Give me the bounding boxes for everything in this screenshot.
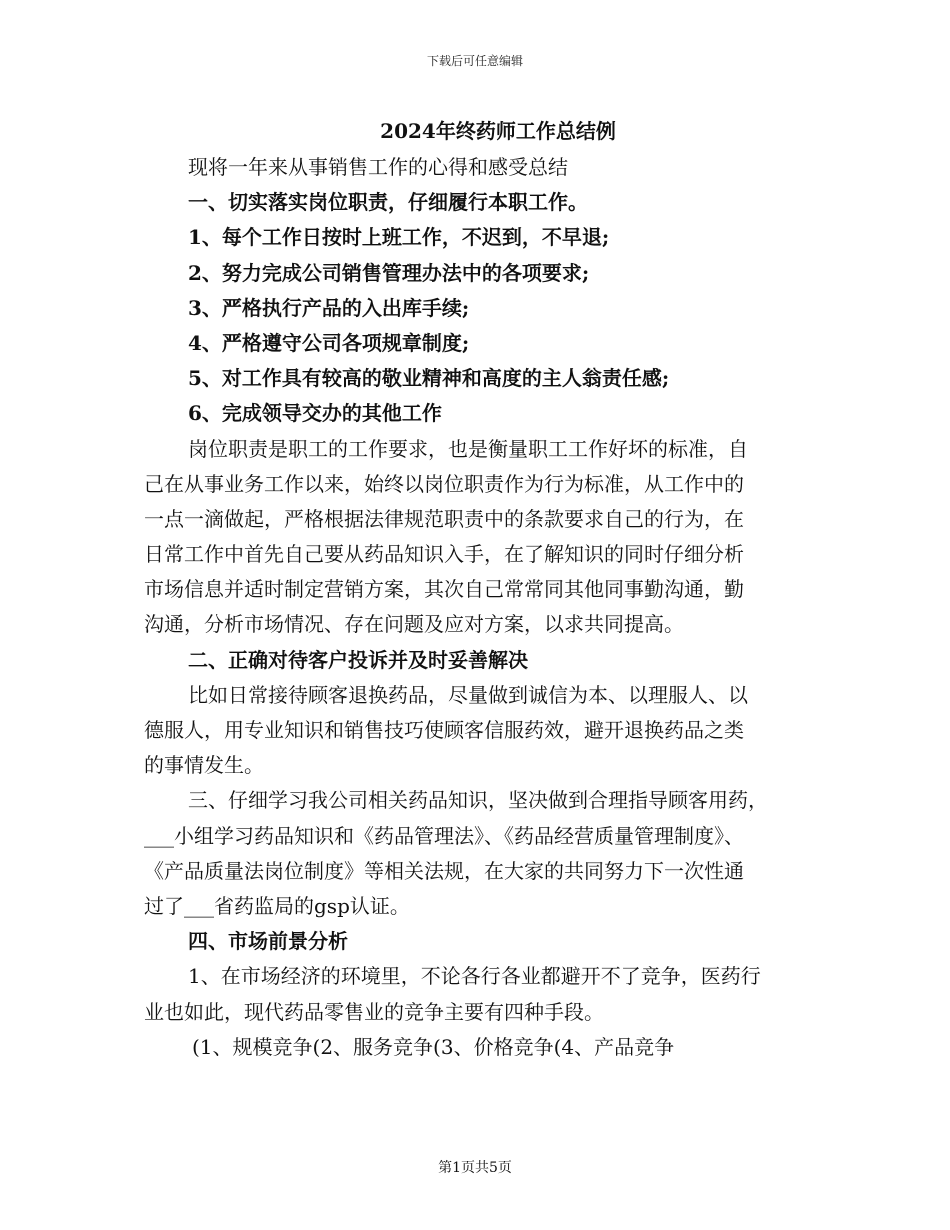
page-indicator: 第1页共5页: [438, 1160, 512, 1176]
list-item: 6、完成领导交办的其他工作: [188, 401, 442, 426]
paragraph-line: 的事情发生。: [144, 753, 264, 778]
paragraph-line: 现将一年来从事销售工作的心得和感受总结: [188, 155, 568, 179]
list-item: 2、努力完成公司销售管理办法中的各项要求;: [188, 260, 590, 285]
document-title: 2024年终药师工作总结例: [380, 119, 616, 143]
paragraph-line: 沟通，分析市场情况、存在问题及应对方案，以求共同提高。: [144, 612, 684, 637]
list-item: 4、严格遵守公司各项规章制度;: [188, 330, 470, 355]
paragraph-line: ___小组学习药品知识和《药品管理法》、《药品经营质量管理制度》、: [144, 823, 744, 848]
list-item: 5、对工作具有较高的敬业精神和高度的主人翁责任感;: [188, 366, 670, 391]
paragraph-line: 日常工作中首先自己要从药品知识入手，在了解知识的同时仔细分析: [144, 542, 744, 567]
paragraph-line: 业也如此，现代药品零售业的竞争主要有四种手段。: [144, 999, 604, 1024]
paragraph-line: 比如日常接待顾客退换药品，尽量做到诚信为本、以理服人、以: [188, 682, 748, 707]
paragraph-line: 己在从事业务工作以来，始终以岗位职责作为行为标准，从工作中的: [144, 471, 744, 496]
paragraph-line: (1、规模竞争(2、服务竞争(3、价格竞争(4、产品竞争: [192, 1034, 675, 1059]
paragraph-line: 岗位职责是职工的工作要求，也是衡量职工工作好坏的标准，自: [188, 436, 748, 461]
list-item: 3、严格执行产品的入出库手续;: [188, 295, 470, 320]
paragraph-line: 三、仔细学习我公司相关药品知识，坚决做到合理指导顾客用药，: [188, 788, 768, 813]
paragraph-line: 一点一滴做起，严格根据法律规范职责中的条款要求自己的行为，在: [144, 506, 744, 531]
document-body: [144, 150, 824, 1065]
paragraph-line: 过了___省药监局的gsp认证。: [144, 893, 410, 918]
paragraph-line: 《产品质量法岗位制度》等相关法规，在大家的共同努力下一次性通: [144, 858, 744, 883]
section-heading: 四、市场前景分析: [188, 929, 348, 954]
list-item: 1、每个工作日按时上班工作，不迟到，不早退;: [188, 225, 610, 250]
paragraph-line: 1、在市场经济的环境里，不论各行各业都避开不了竞争，医药行: [188, 964, 761, 989]
section-heading: 一、切实落实岗位职责，仔细履行本职工作。: [188, 190, 588, 215]
header-note: 下载后可任意编辑: [426, 54, 523, 68]
paragraph-line: 德服人，用专业知识和销售技巧使顾客信服药效，避开退换药品之类: [144, 718, 744, 742]
paragraph-line: 市场信息并适时制定营销方案，其次自己常常同其他同事勤沟通，勤: [144, 577, 744, 602]
section-heading: 二、正确对待客户投诉并及时妥善解决: [188, 647, 528, 672]
